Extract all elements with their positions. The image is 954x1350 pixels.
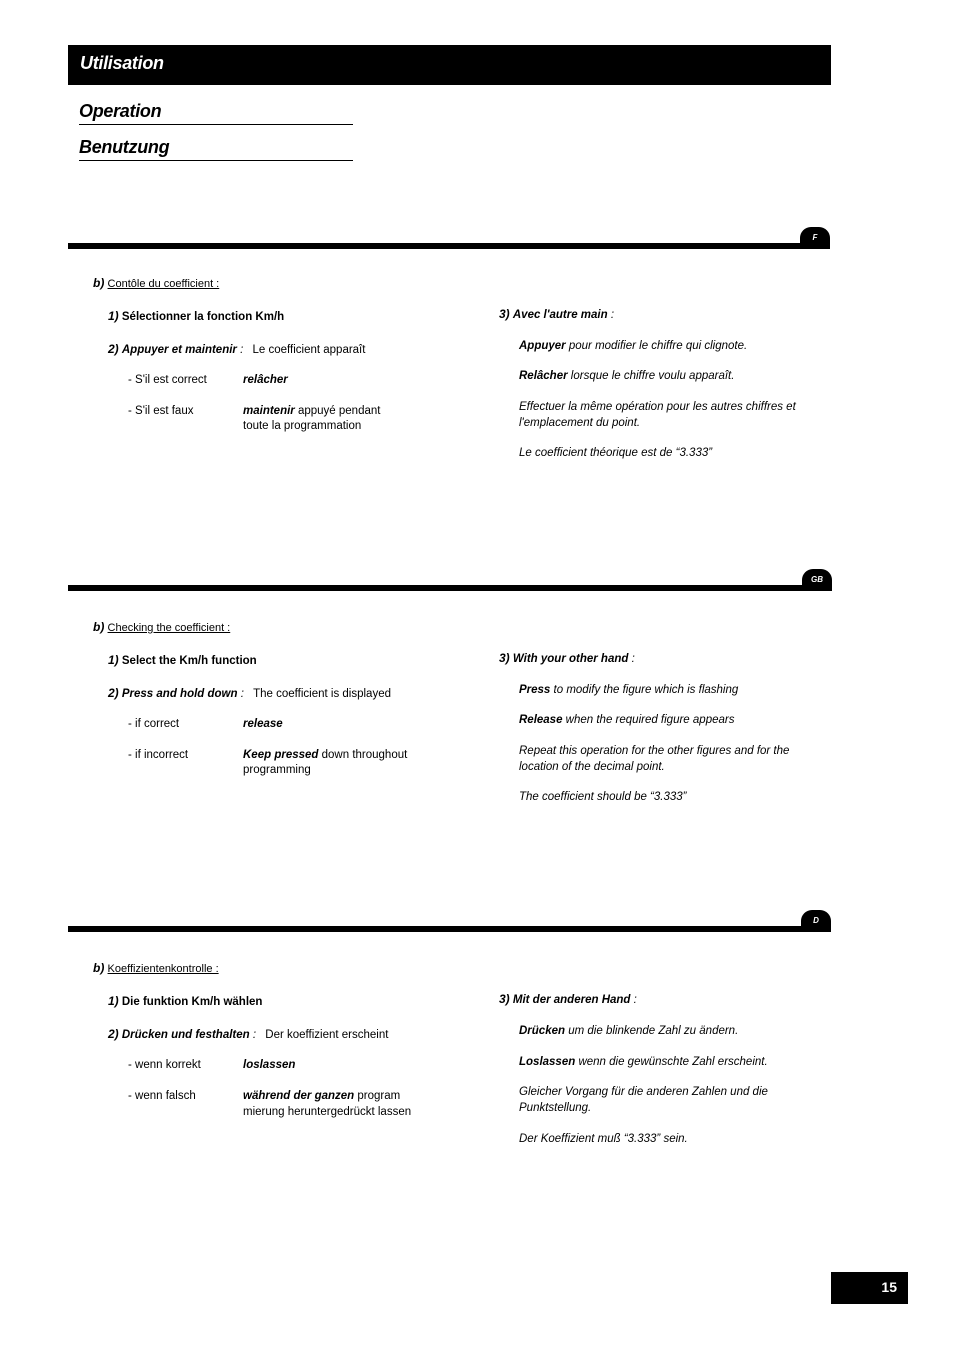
case-action: Keep pressed down throughout: [243, 749, 408, 761]
step-2: 2) Drücken und festhalten : Der koeffizient erscheint: [108, 1027, 389, 1041]
language-tab: F: [800, 227, 830, 249]
paragraph: Effectuer la même opération pour les autres chiffres et: [519, 401, 796, 413]
sub-heading: [93, 961, 219, 977]
step-1: 1) Die funktion Km/h wählen: [108, 994, 263, 1008]
sub-label: b): [93, 276, 105, 290]
step-3: 3) With your other hand :: [499, 651, 635, 665]
case-action: während der ganzen program: [243, 1090, 401, 1102]
page-title: Utilisation: [80, 53, 164, 73]
section-rule: [68, 926, 828, 932]
step-3: 3) Avec l'autre main :: [499, 307, 615, 321]
case-label: - S'il est correct: [128, 374, 207, 386]
paragraph: Gleicher Vorgang für die anderen Zahlen und die: [519, 1086, 768, 1098]
case-action: loslassen: [243, 1059, 296, 1071]
sub-title: Checking the coefficient :: [107, 622, 231, 634]
sub-heading: [93, 276, 219, 292]
subtitle-operation: Operation: [79, 101, 353, 125]
page-number-box: [831, 1272, 908, 1304]
paragraph: Relâcher lorsque le chiffre voulu apparaît.: [519, 370, 735, 382]
paragraph: The coefficient should be “3.333”: [519, 791, 687, 803]
section-rule: [68, 585, 828, 591]
paragraph: Le coefficient théorique est de “3.333”: [519, 447, 713, 459]
case-action-cont: toute la programmation: [243, 420, 362, 432]
section-rule: [68, 243, 828, 249]
header-bar: [68, 45, 831, 85]
paragraph: Loslassen wenn die gewünschte Zahl erscheint.: [519, 1056, 768, 1068]
paragraph: Release when the required figure appears: [519, 714, 735, 726]
language-tab: D: [801, 910, 831, 932]
case-label: - if correct: [128, 718, 180, 730]
sub-title: Contôle du coefficient :: [107, 278, 220, 290]
step-2: 2) Appuyer et maintenir : Le coefficient apparaît: [108, 342, 366, 356]
case-label: - wenn falsch: [128, 1090, 196, 1102]
case-label: - S'il est faux: [128, 405, 194, 417]
step-1: 1) Select the Km/h function: [108, 653, 257, 667]
language-tab: GB: [802, 569, 832, 591]
case-action: relâcher: [243, 374, 288, 386]
paragraph-cont: l'emplacement du point.: [519, 417, 641, 429]
case-action: release: [243, 718, 283, 730]
page-number: 15: [881, 1279, 897, 1295]
case-action-cont: programming: [243, 764, 311, 776]
paragraph: Repeat this operation for the other figures and for the: [519, 745, 790, 757]
paragraph: Appuyer pour modifier le chiffre qui clignote.: [519, 340, 748, 352]
case-label: - if incorrect: [128, 749, 189, 761]
paragraph: Der Koeffizient muß “3.333” sein.: [519, 1133, 688, 1145]
step-3: 3) Mit der anderen Hand :: [499, 992, 637, 1006]
sub-heading: [93, 620, 230, 636]
subtitle-benutzung: Benutzung: [79, 137, 353, 161]
paragraph-cont: location of the decimal point.: [519, 761, 665, 773]
paragraph-cont: Punktstellung.: [519, 1102, 592, 1114]
sub-label: b): [93, 620, 105, 634]
paragraph: Press to modify the figure which is flashing: [519, 684, 739, 696]
case-label: - wenn korrekt: [128, 1059, 201, 1071]
step-2: 2) Press and hold down : The coefficient is displayed: [108, 686, 391, 700]
sub-title: Koeffizientenkontrolle :: [107, 963, 219, 975]
paragraph: Drücken um die blinkende Zahl zu ändern.: [519, 1025, 739, 1037]
sub-label: b): [93, 961, 105, 975]
case-action: maintenir appuyé pendant: [243, 405, 381, 417]
step-1: 1) Sélectionner la fonction Km/h: [108, 309, 285, 323]
case-action-cont: mierung heruntergedrückt lassen: [243, 1106, 412, 1118]
